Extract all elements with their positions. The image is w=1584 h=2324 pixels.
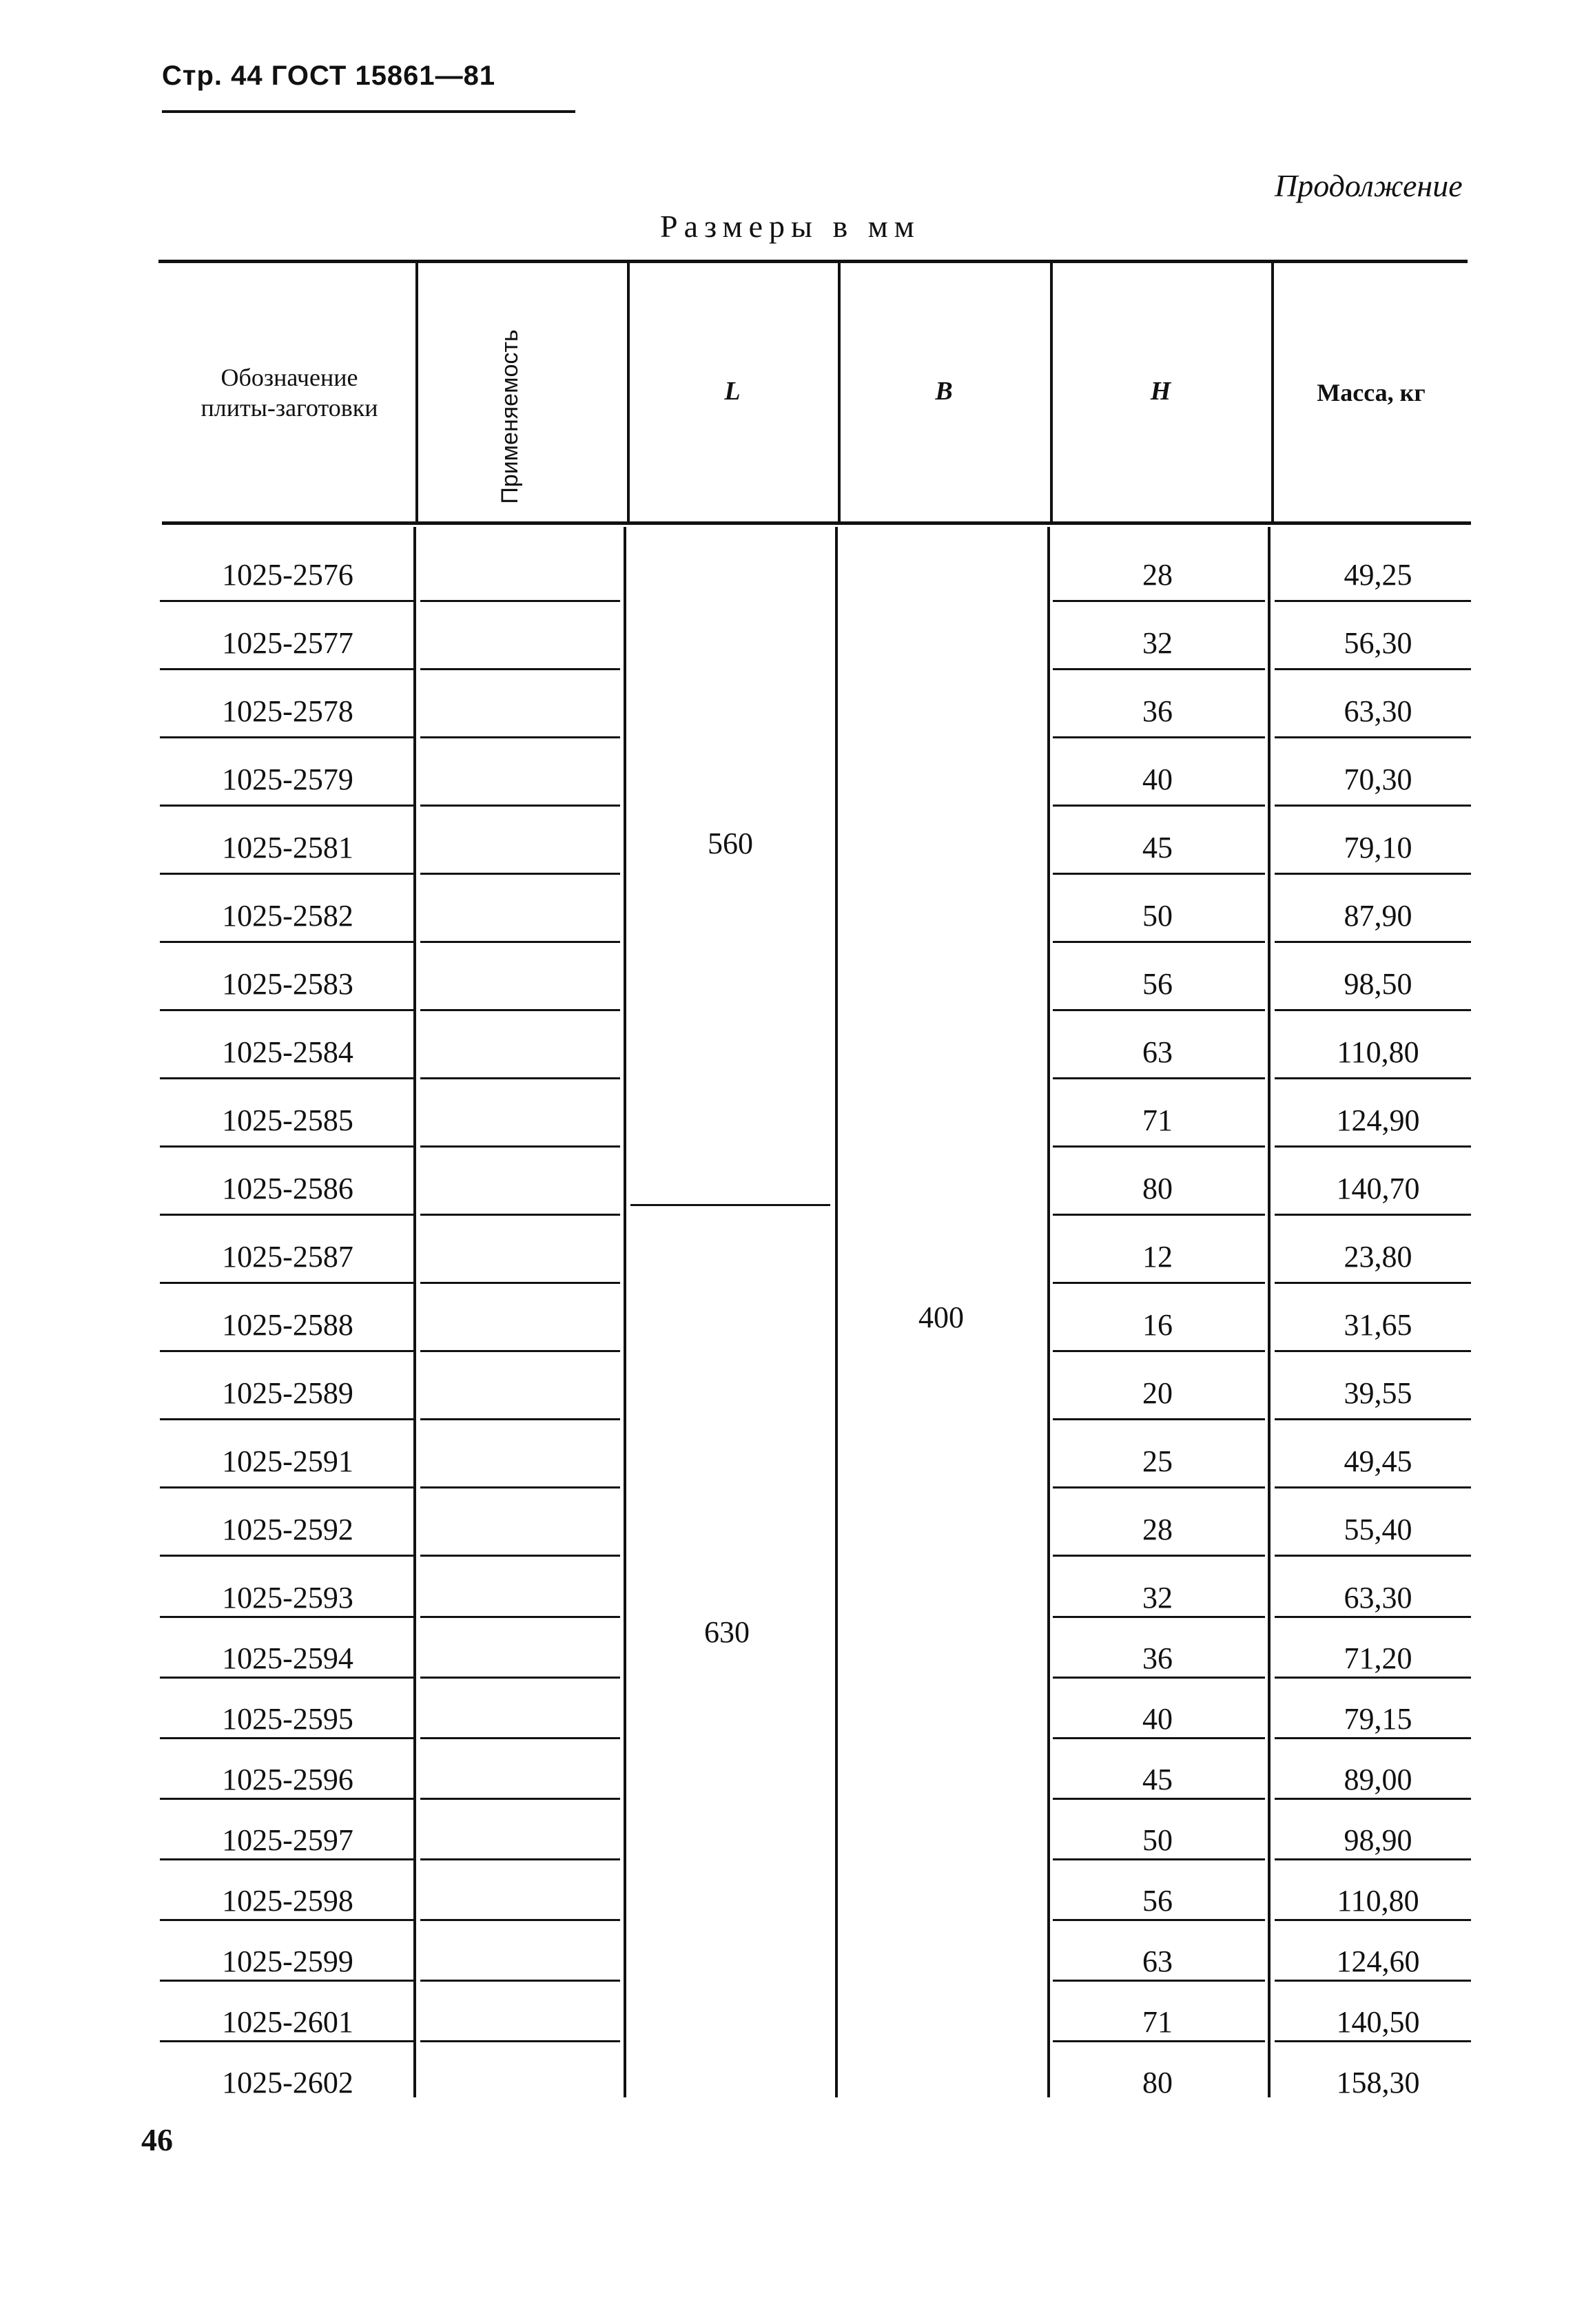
row-designation: 1025-2587 bbox=[222, 1240, 353, 1274]
row-mass: 124,90 bbox=[1336, 1103, 1420, 1137]
row-H: 32 bbox=[1142, 626, 1173, 660]
row-designation: 1025-2588 bbox=[222, 1308, 353, 1342]
row-H: 80 bbox=[1142, 2066, 1173, 2099]
row-H: 80 bbox=[1142, 1172, 1173, 1205]
row-separator bbox=[160, 1616, 413, 1618]
row-separator bbox=[420, 1282, 620, 1284]
row-separator bbox=[420, 668, 620, 670]
continuation-label: Продолжение bbox=[1275, 168, 1463, 203]
row-H: 25 bbox=[1142, 1444, 1173, 1478]
row-separator bbox=[1053, 1858, 1265, 1860]
row-separator bbox=[160, 873, 413, 875]
designation-header-line2: плиты-заготовки bbox=[200, 394, 378, 422]
page-number: 46 bbox=[141, 2122, 173, 2157]
row-H: 63 bbox=[1142, 1944, 1173, 1978]
row-separator bbox=[420, 1077, 620, 1079]
row-designation: 1025-2585 bbox=[222, 1103, 353, 1137]
row-H: 50 bbox=[1142, 1823, 1173, 1857]
row-mass: 87,90 bbox=[1344, 899, 1412, 933]
row-H: 40 bbox=[1142, 762, 1173, 796]
applicability-header: Применяемость bbox=[497, 329, 523, 504]
body-divider bbox=[413, 527, 416, 2097]
row-separator bbox=[1053, 1418, 1265, 1420]
row-mass: 140,50 bbox=[1336, 2005, 1420, 2039]
row-separator bbox=[160, 1145, 413, 1148]
row-designation: 1025-2599 bbox=[222, 1944, 353, 1978]
row-mass: 55,40 bbox=[1344, 1513, 1412, 1546]
row-separator bbox=[1053, 1350, 1265, 1352]
row-H: 32 bbox=[1142, 1581, 1173, 1615]
row-separator bbox=[160, 941, 413, 943]
row-designation: 1025-2579 bbox=[222, 762, 353, 796]
row-separator bbox=[1053, 805, 1265, 807]
body-divider bbox=[1268, 527, 1271, 2097]
row-H: 50 bbox=[1142, 899, 1173, 933]
row-mass: 63,30 bbox=[1344, 1581, 1412, 1615]
row-mass: 79,15 bbox=[1344, 1702, 1412, 1736]
row-separator bbox=[160, 1919, 413, 1921]
row-H: 20 bbox=[1142, 1376, 1173, 1410]
row-mass: 98,90 bbox=[1344, 1823, 1412, 1857]
row-separator bbox=[1275, 941, 1471, 943]
row-separator bbox=[1053, 1798, 1265, 1800]
row-H: 63 bbox=[1142, 1035, 1173, 1069]
row-separator bbox=[160, 805, 413, 807]
mass-header: Масса, кг bbox=[1317, 379, 1426, 406]
row-separator bbox=[1053, 1282, 1265, 1284]
B-value: 400 bbox=[918, 1300, 964, 1334]
row-separator bbox=[160, 1077, 413, 1079]
row-separator bbox=[1275, 2040, 1471, 2042]
row-separator bbox=[160, 1418, 413, 1420]
row-separator bbox=[1053, 941, 1265, 943]
row-designation: 1025-2583 bbox=[222, 967, 353, 1001]
row-separator bbox=[160, 1555, 413, 1557]
row-designation: 1025-2595 bbox=[222, 1702, 353, 1736]
row-separator bbox=[1275, 600, 1471, 602]
row-separator bbox=[420, 1486, 620, 1488]
row-mass: 49,25 bbox=[1344, 558, 1412, 592]
body-divider bbox=[1047, 527, 1050, 2097]
row-separator bbox=[420, 600, 620, 602]
row-designation: 1025-2598 bbox=[222, 1884, 353, 1918]
row-separator bbox=[1053, 1616, 1265, 1618]
row-mass: 140,70 bbox=[1336, 1172, 1420, 1205]
row-designation: 1025-2597 bbox=[222, 1823, 353, 1857]
row-mass: 71,20 bbox=[1344, 1641, 1412, 1675]
row-separator bbox=[1053, 1737, 1265, 1739]
row-designation: 1025-2581 bbox=[222, 831, 353, 864]
row-separator bbox=[160, 1350, 413, 1352]
row-separator bbox=[160, 1486, 413, 1488]
row-separator bbox=[160, 1980, 413, 1982]
row-mass: 110,80 bbox=[1337, 1884, 1419, 1918]
row-mass: 89,00 bbox=[1344, 1763, 1412, 1796]
page-header: Стр. 44 ГОСТ 15861—81 bbox=[162, 61, 496, 91]
row-separator bbox=[1275, 1555, 1471, 1557]
row-separator bbox=[420, 1418, 620, 1420]
row-separator bbox=[1275, 1919, 1471, 1921]
row-separator bbox=[1275, 1145, 1471, 1148]
row-separator bbox=[1275, 1282, 1471, 1284]
row-separator bbox=[420, 1214, 620, 1216]
row-separator bbox=[1053, 1677, 1265, 1679]
row-separator bbox=[1275, 1350, 1471, 1352]
row-separator bbox=[160, 2040, 413, 2042]
row-separator bbox=[1275, 1616, 1471, 1618]
row-separator bbox=[1053, 1145, 1265, 1148]
row-designation: 1025-2592 bbox=[222, 1513, 353, 1546]
row-separator bbox=[1275, 873, 1471, 875]
row-separator bbox=[1275, 1677, 1471, 1679]
row-H: 12 bbox=[1142, 1240, 1173, 1274]
row-separator bbox=[420, 1616, 620, 1618]
row-separator bbox=[160, 736, 413, 738]
row-designation: 1025-2601 bbox=[222, 2005, 353, 2039]
row-designation: 1025-2578 bbox=[222, 694, 353, 728]
row-separator bbox=[160, 600, 413, 602]
row-separator bbox=[420, 1350, 620, 1352]
row-H: 28 bbox=[1142, 558, 1173, 592]
header-underline bbox=[162, 110, 575, 113]
row-separator bbox=[420, 1145, 620, 1148]
row-mass: 63,30 bbox=[1344, 694, 1412, 728]
row-separator bbox=[160, 1677, 413, 1679]
row-separator bbox=[420, 1858, 620, 1860]
row-separator bbox=[1275, 668, 1471, 670]
row-H: 56 bbox=[1142, 967, 1173, 1001]
row-designation: 1025-2576 bbox=[222, 558, 353, 592]
row-separator bbox=[1275, 1418, 1471, 1420]
H-header: H bbox=[1150, 377, 1171, 406]
row-separator bbox=[420, 1919, 620, 1921]
row-separator bbox=[1053, 1009, 1265, 1011]
row-separator bbox=[420, 1737, 620, 1739]
L-value-630: 630 bbox=[704, 1615, 750, 1649]
row-separator bbox=[1275, 1214, 1471, 1216]
row-separator bbox=[160, 668, 413, 670]
row-separator bbox=[1275, 805, 1471, 807]
row-mass: 158,30 bbox=[1336, 2066, 1420, 2099]
row-designation: 1025-2596 bbox=[222, 1763, 353, 1796]
header-bottom-rule bbox=[162, 521, 1471, 525]
row-H: 71 bbox=[1142, 2005, 1173, 2039]
designation-header bbox=[165, 362, 413, 423]
row-H: 45 bbox=[1142, 831, 1173, 864]
row-H: 36 bbox=[1142, 1641, 1173, 1675]
L-group-separator bbox=[630, 1204, 830, 1206]
row-H: 71 bbox=[1142, 1103, 1173, 1137]
row-separator bbox=[420, 2040, 620, 2042]
L-header: L bbox=[724, 377, 741, 406]
header-divider bbox=[415, 262, 418, 523]
row-designation: 1025-2584 bbox=[222, 1035, 353, 1069]
row-separator bbox=[1275, 1737, 1471, 1739]
row-mass: 49,45 bbox=[1344, 1444, 1412, 1478]
row-separator bbox=[420, 1555, 620, 1557]
row-separator bbox=[1053, 736, 1265, 738]
row-separator bbox=[1275, 736, 1471, 738]
row-separator bbox=[1275, 1009, 1471, 1011]
row-separator bbox=[420, 1677, 620, 1679]
row-mass: 56,30 bbox=[1344, 626, 1412, 660]
body-divider bbox=[624, 527, 626, 2097]
row-mass: 124,60 bbox=[1336, 1944, 1420, 1978]
row-designation: 1025-2589 bbox=[222, 1376, 353, 1410]
row-mass: 98,50 bbox=[1344, 967, 1412, 1001]
row-separator bbox=[1053, 1919, 1265, 1921]
row-separator bbox=[1053, 2040, 1265, 2042]
row-separator bbox=[160, 1214, 413, 1216]
row-designation: 1025-2577 bbox=[222, 626, 353, 660]
row-separator bbox=[160, 1737, 413, 1739]
row-separator bbox=[1275, 1486, 1471, 1488]
row-separator bbox=[1275, 1858, 1471, 1860]
row-separator bbox=[420, 1980, 620, 1982]
row-separator bbox=[1053, 1214, 1265, 1216]
row-separator bbox=[1053, 1980, 1265, 1982]
row-designation: 1025-2602 bbox=[222, 2066, 353, 2099]
row-separator bbox=[420, 873, 620, 875]
row-H: 45 bbox=[1142, 1763, 1173, 1796]
row-designation: 1025-2586 bbox=[222, 1172, 353, 1205]
row-designation: 1025-2591 bbox=[222, 1444, 353, 1478]
row-separator bbox=[1053, 1486, 1265, 1488]
row-mass: 39,55 bbox=[1344, 1376, 1412, 1410]
row-separator bbox=[160, 1858, 413, 1860]
row-mass: 79,10 bbox=[1344, 831, 1412, 864]
row-mass: 23,80 bbox=[1344, 1240, 1412, 1274]
row-H: 28 bbox=[1142, 1513, 1173, 1546]
row-separator bbox=[420, 1009, 620, 1011]
designation-header-line1: Обозначение bbox=[220, 364, 358, 391]
row-separator bbox=[420, 736, 620, 738]
dimensions-note: Размеры в мм bbox=[660, 209, 920, 244]
L-value-560: 560 bbox=[708, 827, 753, 860]
row-designation: 1025-2594 bbox=[222, 1641, 353, 1675]
row-separator bbox=[420, 1798, 620, 1800]
row-designation: 1025-2582 bbox=[222, 899, 353, 933]
row-H: 36 bbox=[1142, 694, 1173, 728]
row-mass: 31,65 bbox=[1344, 1308, 1412, 1342]
row-designation: 1025-2593 bbox=[222, 1581, 353, 1615]
B-header: B bbox=[935, 377, 953, 406]
row-separator bbox=[420, 941, 620, 943]
row-separator bbox=[160, 1798, 413, 1800]
row-separator bbox=[1053, 1555, 1265, 1557]
row-mass: 70,30 bbox=[1344, 762, 1412, 796]
row-separator bbox=[160, 1282, 413, 1284]
row-H: 40 bbox=[1142, 1702, 1173, 1736]
header-divider bbox=[1271, 262, 1274, 523]
row-separator bbox=[160, 1009, 413, 1011]
row-separator bbox=[1053, 1077, 1265, 1079]
row-separator bbox=[1275, 1798, 1471, 1800]
row-separator bbox=[1275, 1077, 1471, 1079]
row-separator bbox=[1053, 873, 1265, 875]
row-separator bbox=[420, 805, 620, 807]
row-mass: 110,80 bbox=[1337, 1035, 1419, 1069]
row-H: 16 bbox=[1142, 1308, 1173, 1342]
row-separator bbox=[1053, 668, 1265, 670]
row-separator bbox=[1275, 1980, 1471, 1982]
row-separator bbox=[1053, 600, 1265, 602]
row-H: 56 bbox=[1142, 1884, 1173, 1918]
